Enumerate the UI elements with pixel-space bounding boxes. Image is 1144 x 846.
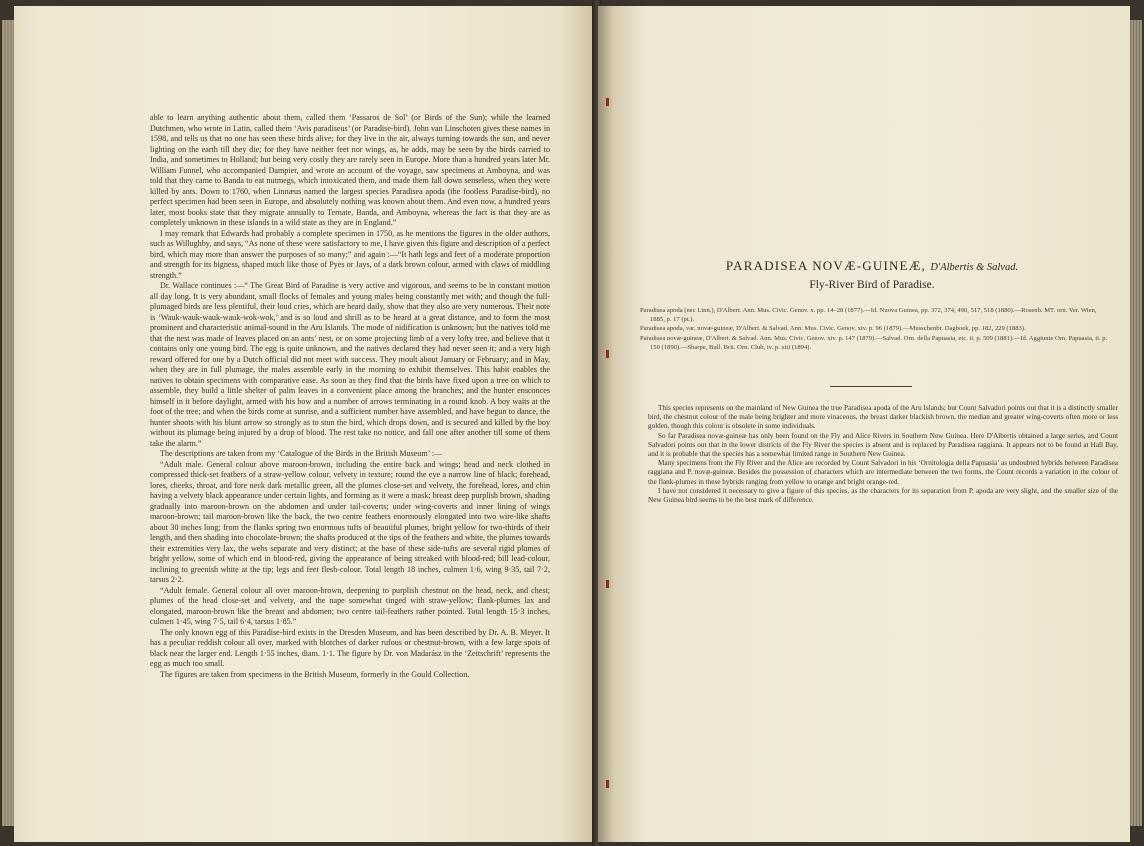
species-name: PARADISEA NOVÆ-GUINEÆ, bbox=[725, 258, 926, 273]
binding-thread-mark bbox=[606, 98, 609, 106]
paragraph: “Adult male. General colour above maroon-brown, including the entire back and wings; head and neck clothed in compressed thick-set feathers of a straw-yellow colour, velvety in texture; round the eye a narrow line of black; forehead, lores, cheeks, throat, and fore neck dark metallic green, all the plumes close-set and velvety, the forehead, lores, and chin having a velvety black appearance under certain lights, and forming as it were a mask; breast deep purplish brown, shading gradually into maroon-brown on the abdomen and under tail-coverts; under wing-coverts and inner lining of wings maroon-brown; tail maroon-brown like the back, the two centre feathers enormously elongated into two wire-like shafts about 30 inches long; from the flanks spring two enormous tufts of beautiful plumes, bright yellow for two-thirds of their length, and then shading into chocolate-brown; the shafts produced at the tips of the feathers and white, the plumes towards their extremities very lax, the webs separate and very distinct; at the base of these side-tufts are several rigid plumes of bright yellow, some of which end in blood-red, giving the appearance of being streaked with blood-red; bill lead-colour, inclining to greenish white at the tip; legs and feet flesh-colour. Total length 18 inches, culmen 1·6, wing 9·35, tail 7·2, tarsus 2·2. bbox=[150, 459, 550, 584]
right-page-body bbox=[648, 404, 1118, 505]
paragraph: Dr. Wallace continues :—“ The Great Bird of Paradise is very active and vigorous, and seems to be in constant motion all day long. It is very abundant, small flocks of females and young males being constantly met with; and though the full-plumaged birds are less plentiful, their loud cries, which are heard daily, show that they also are very numerous. Their note is ‘Wauk-wauk-wauk-wauk-wok-wok,’ and is so loud and shrill as to be heard at a great distance, and to form the most prominent and characteristic animal-sound in the Aru Islands. The mode of nidification is unknown; but the natives told me that the nest was made of leaves placed on an ants’ nest, or on some projecting limb of a very lofty tree, and believe that it contains only one young bird. The egg is quite unknown, and the natives declared they had never seen it; and a very high reward offered for one by a Dutch official did not meet with success. They moult about January or February; and in May, when they are in full plumage, the males assemble early in the morning to exhibit themselves. This habit enables the natives to obtain specimens with comparative ease. As soon as they find that the birds have fixed upon a tree on which to assemble, they build a little shelter of palm leaves in a convenient place among the branches; and the hunter ensconces himself in it before daylight, armed with his bow and a number of arrows terminating in a round knob. A boy waits at the foot of the tree; and when the birds come at sunrise, and a sufficient number have assembled, and have begun to dance, the hunter shoots with his blunt arrow so strongly as to stun the bird, which drops down, and is secured and killed by the boy without its plumage being injured by a drop of blood. The rest take no notice, and fall one after another till some of them take the alarm.” bbox=[150, 281, 550, 448]
paragraph: The only known egg of this Paradise-bird exists in the Dresden Museum, and has been described by Dr. A. B. Meyer. It has a peculiar reddish colour all over, marked with blotches of darker rufous or chestnut-brown, with a few large spots of black near the larger end. Length 1·55 inches, diam. 1·1. The figure by Dr. von Madarász in the ‘Zeitschrift’ represents the egg as much too small. bbox=[150, 627, 550, 668]
paragraph: Many specimens from the Fly River and the Alice are recorded by Count Salvadori in his ‘Ornitologia della Papuasia’ as undoubted hybrids between Paradisea raggiana and P. novæ-guineæ. Besides the possession of characters which are intermediate between the two forms, the Count records a variation in the colour of the flank-plumes in these hybrids ranging from yellow to orange and bright orange-red. bbox=[648, 459, 1118, 486]
right-page-edges bbox=[1130, 20, 1142, 826]
synonymy-entry: Paradisea apoda (nec Linn.), D'Albert. Ann. Mus. Civic. Genov. x. pp. 14–28 (1877).—Id. Nuova Guinea, pp. 372, 374, 490, 517, 518 (1880).—Rosenb. MT. orn. Ver. Wien, 1885, p. 17 (pt.). bbox=[640, 307, 1097, 323]
paragraph: able to learn anything authentic about them, called them ‘Passaros de Sol’ (or Birds of the Sun); while the learned Dutchmen, who wrote in Latin, called them ‘Avis paradiseus’ (or Paradise-bird). John van Linschoten gives these names in 1598, and tells us that no one has seen these birds alive; for they live in the air, always turning towards the sun, and never lighting on the earth till they die; for they have neither feet nor wings, as, he adds, may be seen by the birds carried to India, and sometimes to Holland; but being very costly they are rarely seen in Europe. More than a hundred years later Mr. William Funnel, who accompanied Dampier, and wrote an account of the voyage, saw specimens at Amboyna, and was told that they came to Banda to eat nutmegs, which intoxicated them, and made them fall down senseless, when they were killed by ants. Down to 1760, when Linnæus named the largest species Paradisea apoda (the footless Paradise-bird), no perfect specimen had been seen in Europe, and absolutely nothing was known about them. And even now, a hundred years later, most books state that they migrate annually to Ternate, Banda, and Amboyna, whereas the fact is that they are as completely unknown in these islands in a wild state as they are in England.” bbox=[150, 113, 550, 227]
synonymy-entry: Paradisea novæ-guineæ, D'Albert. & Salvad. Ann. Mus. Civic. Genov. xiv. p. 147 (1879).—Salvad. Orn. della Papuasia, etc. ii. p. 509 (1881).—Id. Aggiunte Orn. Papuasia, ii. p. 150 (1890).—Sharpe, Bull. Brit. Orn. Club, iv. p. xiii (1894). bbox=[640, 335, 1108, 351]
paragraph: This species represents on the mainland of New Guinea the true Paradisea apoda of the Aru Islands; but Count Salvadori points out that it is a distinctly smaller bird, the chestnut colour of the male being brighter and more vinaceous, the breast darker blackish brown, the median and greater wing-coverts often more or less golden, though this colour is obsolete in some individuals. bbox=[648, 404, 1118, 431]
binding-thread-mark bbox=[606, 780, 609, 788]
binding-thread-mark bbox=[606, 580, 609, 588]
paragraph: I have not considered it necessary to give a figure of this species, as the characters for its separation from P. apoda are very slight, and the smaller size of the New Guinea bird seems to be the best mark of difference. bbox=[648, 486, 1118, 505]
binding-thread-mark bbox=[606, 350, 609, 358]
paragraph: The descriptions are taken from my ‘Catalogue of the Birds in the British Museum’ :— bbox=[160, 449, 443, 458]
species-title bbox=[612, 258, 1132, 274]
section-divider bbox=[830, 386, 912, 387]
paragraph: “Adult female. General colour all over maroon-brown, deepening to purplish chestnut on the head, neck, and chest; plumes of the head close-set and velvety, and the nape somewhat tinged with straw-yellow; flank-plumes lax and elongated, maroon-brown like the breast and abdomen; two centre tail-feathers rather pointed. Total length 15·3 inches, culmen 1·45, wing 7·5, tail 6·4, tarsus 1·85.” bbox=[150, 585, 550, 626]
paragraph: The figures are taken from specimens in the British Museum, formerly in the Gould Collection. bbox=[160, 669, 470, 679]
left-page-body bbox=[150, 113, 550, 680]
species-authors: D'Albertis & Salvad. bbox=[930, 262, 1019, 273]
paragraph: I may remark that Edwards had probably a complete specimen in 1750, as he mentions the figures in the older authors, such as Willughby, and says, “As none of these were satisfactory to me, I have given this figure and description of a perfect bird, which may more than answer the purposes of so many;” and again :—“It hath legs and feet of a moderate proportion and strength for its bigness, shaped much like those of Pyes or Jays, of a dark brown colour, armed with claws of middling strength.” bbox=[150, 228, 550, 280]
synonymy-list bbox=[640, 307, 1112, 354]
synonymy-entry: Paradisea apoda, var. novæ-guineæ, D'Albert. & Salvad. Ann. Mus. Civic. Genov. xiv. p. 96 (1879).—Musschenbr. Dagboek, pp. 182, 229 (1883). bbox=[640, 325, 1026, 333]
left-page-edges bbox=[2, 20, 14, 826]
species-common-name: Fly-River Bird of Paradise. bbox=[809, 279, 935, 291]
paragraph: So far Paradisea novæ-guineæ has only been found on the Fly and Alice Rivers in Southern New Guinea. Here D'Albertis obtained a large series, and Count Salvadori points out that in the lower districts of the Fly River the species is absent and is replaced by Paradisea raggiana. It appears not to be found at Hall Bay, and it is probable that the species has a somewhat limited range in Southern New Guinea. bbox=[648, 431, 1118, 459]
